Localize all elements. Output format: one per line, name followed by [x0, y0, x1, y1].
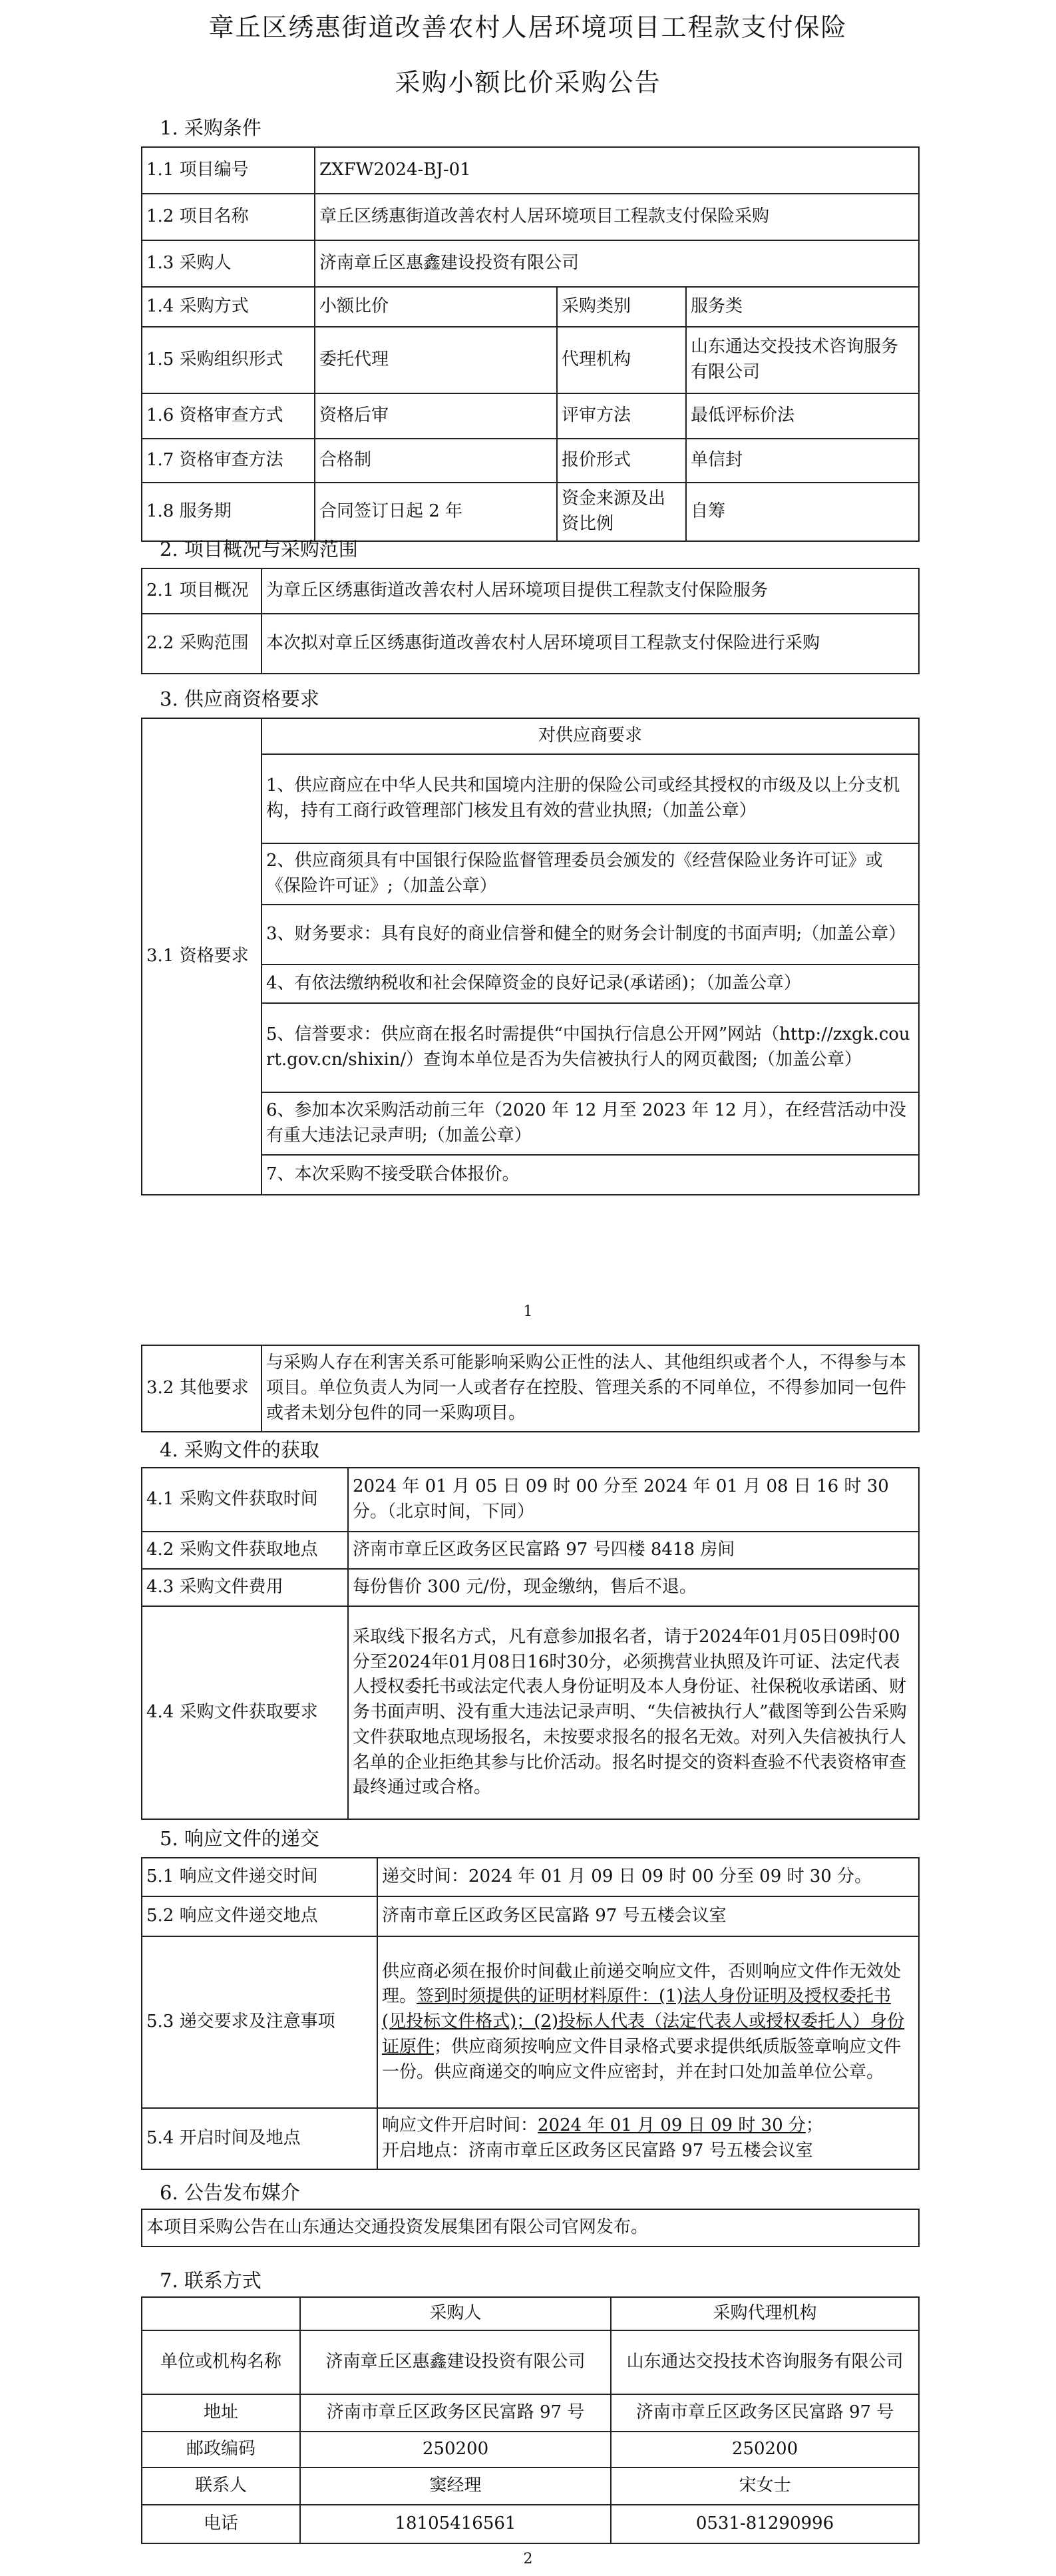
row-value: 小额比价: [315, 287, 557, 327]
table-row: [142, 1468, 919, 1532]
row-label: 联系人: [142, 2468, 300, 2505]
row-label: 单位或机构名称: [142, 2330, 300, 2394]
requirement-item: 2、供应商须具有中国银行保险监督管理委员会颁发的《经营保险业务许可证》或《保险许可证》;（加盖公章）: [262, 843, 919, 905]
row-label: 2.2 采购范围: [142, 614, 262, 674]
row-label: 3.1 资格要求: [142, 718, 262, 1195]
agency-value: 250200: [611, 2432, 919, 2468]
submission-note: ；供应商须按响应文件目录格式要求提供纸质版签章响应文件一份。供应商递交的响应文件应密封，并在封口处加盖单位公章。: [382, 2036, 902, 2082]
submission-note-underlined: 签到时须提供的证明材料原件：(1)法人身份证明及授权委托书(见投标文件格式)；(2)投标人代表（法定代表人或授权委托人）身份证原件: [382, 1986, 905, 2057]
row-label: 5.4 开启时间及地点: [142, 2108, 377, 2169]
row-label: 1.7 资格审查方法: [142, 439, 315, 483]
contact-table: [141, 2296, 920, 2544]
row-value: 济南市章丘区政务区民富路 97 号四楼 8418 房间: [348, 1532, 919, 1569]
project-overview-table: [141, 568, 920, 674]
table-row: [142, 287, 919, 327]
opening-place: 开启地点：济南市章丘区政务区民富路 97 号五楼会议室: [382, 2141, 813, 2161]
row-label: 1.6 资格审查方式: [142, 393, 315, 439]
table-row: [142, 2468, 919, 2505]
row-value: [377, 2108, 919, 2169]
section-heading-1: 1. 采购条件: [160, 116, 262, 139]
row-label: 4.4 采购文件获取要求: [142, 1606, 348, 1819]
response-submission-table: [141, 1857, 920, 2170]
row-value: 与采购人存在利害关系可能影响采购公正性的法人、其他组织或者个人，不得参与本项目。单位负责人为同一人或者存在控股、管理关系的不同单位，不得参加同一包件或者未划分包件的同一采购项目。: [262, 1345, 919, 1432]
table-row: [142, 2432, 919, 2468]
requirement-item: 5、信誉要求：供应商在报名时需提供“中国执行信息公开网”网站（http://zxgk.court.gov.cn/shixin/）查询本单位是否为失信被执行人的网页截图;（加盖公章）: [262, 1003, 919, 1092]
agency-value: 济南市章丘区政务区民富路 97 号: [611, 2394, 919, 2432]
table-row: [142, 1569, 919, 1606]
table-row: [142, 614, 919, 674]
row-label: 3.2 其他要求: [142, 1345, 262, 1432]
agency-value: 0531-81290996: [611, 2505, 919, 2543]
row-value: 服务类: [686, 287, 919, 327]
row-label: 5.1 响应文件递交时间: [142, 1858, 377, 1896]
row-value: 山东通达交投技术咨询服务有限公司: [686, 327, 919, 393]
publication-media-table: [141, 2209, 920, 2247]
row-label: 4.1 采购文件获取时间: [142, 1468, 348, 1532]
row-label: 采购类别: [557, 287, 686, 327]
row-label: 资金来源及出资比例: [557, 483, 686, 541]
purchaser-value: 窦经理: [300, 2468, 611, 2505]
page-number: 1: [523, 1303, 533, 1320]
opening-time-label: 响应文件开启时间：: [382, 2115, 538, 2136]
requirement-item: 3、财务要求：具有良好的商业信誉和健全的财务会计制度的书面声明;（加盖公章）: [262, 905, 919, 965]
table-row: [142, 2505, 919, 2543]
purchaser-value: 18105416561: [300, 2505, 611, 2543]
row-value: 单信封: [686, 439, 919, 483]
column-header: 采购代理机构: [611, 2297, 919, 2330]
row-value: 2024 年 01 月 05 日 09 时 00 分至 2024 年 01 月 08 日 16 时 30 分。（北京时间，下同）: [348, 1468, 919, 1532]
row-value: 为章丘区绣惠街道改善农村人居环境项目提供工程款支付保险服务: [262, 568, 919, 614]
requirement-item: 4、有依法缴纳税收和社会保障资金的良好记录(承诺函)；（加盖公章）: [262, 965, 919, 1003]
table-row: [142, 1858, 919, 1896]
row-value: 章丘区绣惠街道改善农村人居环境项目工程款支付保险采购: [315, 194, 919, 240]
row-label: 5.2 响应文件递交地点: [142, 1896, 377, 1936]
table-row: [142, 194, 919, 240]
table-row: [142, 439, 919, 483]
agency-value: 宋女士: [611, 2468, 919, 2505]
table-row: [142, 240, 919, 287]
submission-note: 供应商必须在报价时间截止前递交响应文件，否则响应文件作无效处理。: [382, 1961, 902, 2007]
table-row: [142, 2330, 919, 2394]
requirement-item: 6、参加本次采购活动前三年（2020 年 12 月至 2023 年 12 月），在经营活动中没有重大违法记录声明;（加盖公章）: [262, 1092, 919, 1155]
row-value: 济南章丘区惠鑫建设投资有限公司: [315, 240, 919, 287]
table-row: [142, 2209, 919, 2247]
section-heading-6: 6. 公告发布媒介: [160, 2181, 300, 2204]
row-label: 1.3 采购人: [142, 240, 315, 287]
section-heading-5: 5. 响应文件的递交: [160, 1827, 319, 1850]
row-value: 委托代理: [315, 327, 557, 393]
row-value: 合格制: [315, 439, 557, 483]
document-acquisition-table: [141, 1467, 920, 1820]
table-row: [142, 1896, 919, 1936]
table-row: [142, 2394, 919, 2432]
row-label: 5.3 递交要求及注意事项: [142, 1936, 377, 2108]
column-header: 采购人: [300, 2297, 611, 2330]
row-value: 递交时间：2024 年 01 月 09 日 09 时 00 分至 09 时 30 分。: [377, 1858, 919, 1896]
notice-title-line2: 采购小额比价采购公告: [395, 68, 661, 97]
section-heading-3: 3. 供应商资格要求: [160, 688, 319, 710]
table-row: [142, 1345, 919, 1432]
row-value: 济南市章丘区政务区民富路 97 号五楼会议室: [377, 1896, 919, 1936]
row-value: 资格后审: [315, 393, 557, 439]
table-row: [142, 718, 919, 754]
row-value: 本次拟对章丘区绣惠街道改善农村人居环境项目工程款支付保险进行采购: [262, 614, 919, 674]
row-value: ZXFW2024-BJ-01: [315, 147, 919, 194]
row-label: 代理机构: [557, 327, 686, 393]
supplier-qualification-table: [141, 718, 920, 1195]
agency-value: 山东通达交投技术咨询服务有限公司: [611, 2330, 919, 2394]
table-row: [142, 393, 919, 439]
procurement-conditions-table: [141, 146, 920, 542]
purchaser-value: 济南章丘区惠鑫建设投资有限公司: [300, 2330, 611, 2394]
table-row: [142, 1606, 919, 1819]
row-label: 邮政编码: [142, 2432, 300, 2468]
row-label: 电话: [142, 2505, 300, 2543]
table-row: [142, 1936, 919, 2108]
empty-cell: [142, 2297, 300, 2330]
row-value: 采取线下报名方式，凡有意参加报名者，请于2024年01月05日09时00分至2024年01月08日16时30分，必须携营业执照及许可证、法定代表人授权委托书或法定代表人身份证明及本人身份证、社保税收承诺函、财务书面声明、没有重大违法记录声明、“失信被执行人”截图等到公告采购文件获取地点现场报名，未按要求报名的报名无效。对列入失信被执行人名单的企业拒绝其参与比价活动。报名时提交的资料查验不代表资格审查最终通过或合格。: [348, 1606, 919, 1819]
purchaser-value: 济南市章丘区政务区民富路 97 号: [300, 2394, 611, 2432]
row-value: 合同签订日起 2 年: [315, 483, 557, 541]
notice-title-line1: 章丘区绣惠街道改善农村人居环境项目工程款支付保险: [208, 13, 848, 42]
row-label: 1.4 采购方式: [142, 287, 315, 327]
row-label: 地址: [142, 2394, 300, 2432]
row-value: 每份售价 300 元/份，现金缴纳，售后不退。: [348, 1569, 919, 1606]
table-row: [142, 2108, 919, 2169]
row-value: [377, 1936, 919, 2108]
row-label: 评审方法: [557, 393, 686, 439]
row-label: 2.1 项目概况: [142, 568, 262, 614]
row-label: 1.8 服务期: [142, 483, 315, 541]
table-row: [142, 568, 919, 614]
row-label: 4.2 采购文件获取地点: [142, 1532, 348, 1569]
row-label: 报价形式: [557, 439, 686, 483]
requirement-item: 1、供应商应在中华人民共和国境内注册的保险公司或经其授权的市级及以上分支机构，持有工商行政管理部门核发且有效的营业执照;（加盖公章）: [262, 754, 919, 843]
publication-media-text: 本项目采购公告在山东通达交通投资发展集团有限公司官网发布。: [142, 2209, 919, 2247]
requirement-item: 7、本次采购不接受联合体报价。: [262, 1155, 919, 1195]
page-number: 2: [523, 2551, 533, 2567]
row-label: 1.5 采购组织形式: [142, 327, 315, 393]
opening-time-sep: ；: [805, 2115, 823, 2136]
other-requirements-table: [141, 1345, 920, 1432]
row-value: 最低评标价法: [686, 393, 919, 439]
row-label: 1.2 项目名称: [142, 194, 315, 240]
table-row: [142, 1532, 919, 1569]
purchaser-value: 250200: [300, 2432, 611, 2468]
requirements-header: 对供应商要求: [262, 718, 919, 754]
opening-time: 2024 年 01 月 09 日 09 时 30 分: [538, 2115, 806, 2136]
table-row: [142, 2297, 919, 2330]
table-row: [142, 147, 919, 194]
section-heading-2: 2. 项目概况与采购范围: [160, 538, 358, 560]
section-heading-7: 7. 联系方式: [160, 2269, 262, 2292]
table-row: [142, 483, 919, 541]
row-value: 自筹: [686, 483, 919, 541]
row-label: 4.3 采购文件费用: [142, 1569, 348, 1606]
table-row: [142, 327, 919, 393]
section-heading-4: 4. 采购文件的获取: [160, 1438, 319, 1461]
row-label: 1.1 项目编号: [142, 147, 315, 194]
